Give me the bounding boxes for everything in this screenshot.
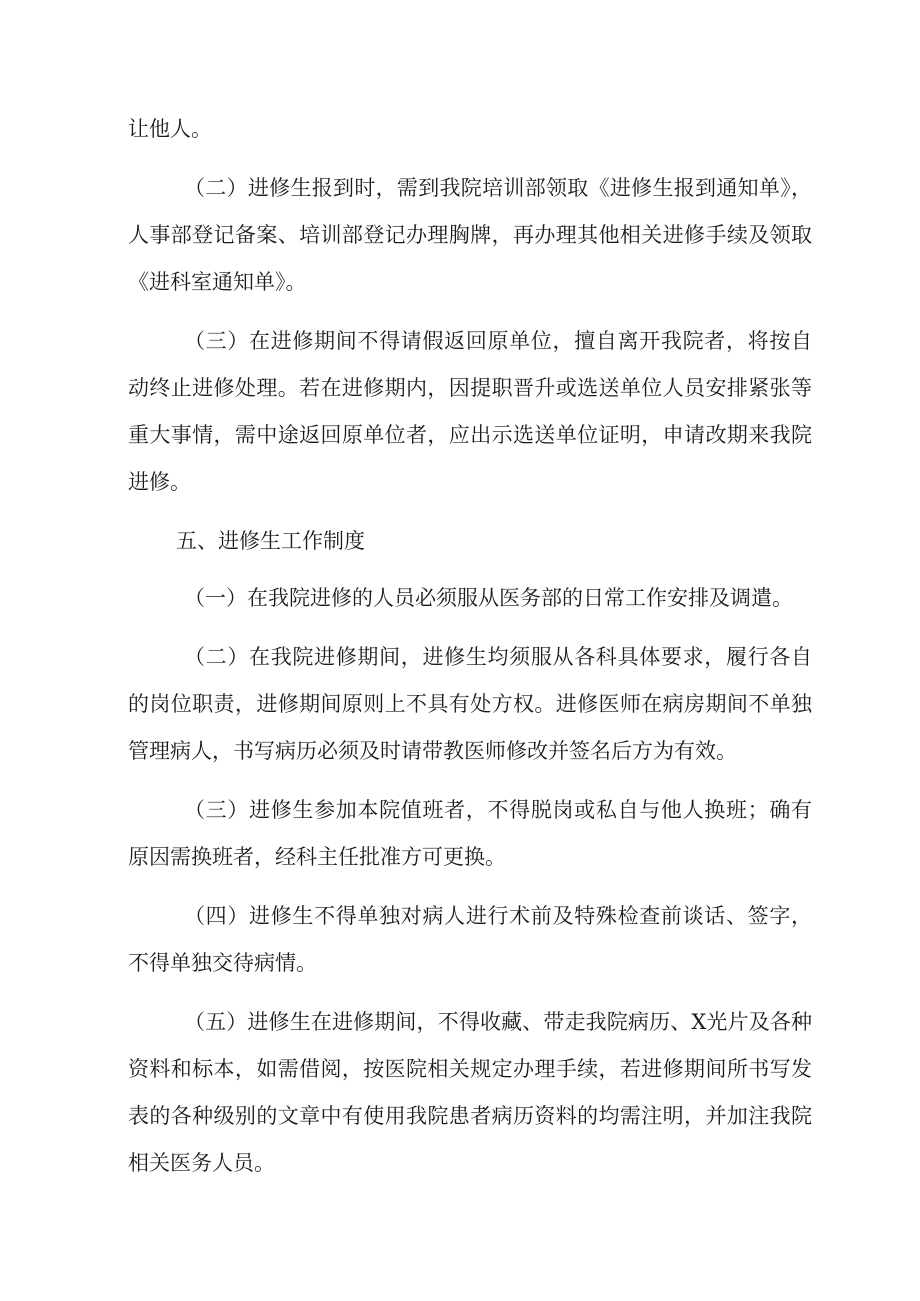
paragraph-continuation: 让他人。 — [128, 117, 212, 141]
paragraph-item-2-report: （二）进修生报到时，需到我院培训部领取《进修生报到通知单》，人事部登记备案、培训部登记办理胸牌，再办理其他相关进修手续及领取《进科室通知单》。 — [128, 176, 812, 294]
paragraph-rule-5: （五）进修生在进修期间，不得收藏、带走我院病历、X光片及各种资料和标本，如需借阅，按医院相关规定办理手续，若进修期间所书写发表的各种级别的文章中有使用我院患者病历资料的均需注明，并加注我院相关医务人员。 — [128, 1010, 812, 1175]
paragraph-rule-1: （一）在我院进修的人员必须服从医务部的日常工作安排及调遣。 — [184, 586, 793, 610]
paragraph-rule-4: （四）进修生不得单独对病人进行术前及特殊检查前谈话、签字，不得单独交待病情。 — [128, 904, 812, 975]
section-heading-5: 五、进修生工作制度 — [176, 529, 365, 553]
document-body — [128, 106, 812, 1199]
paragraph-rule-3: （三）进修生参加本院值班者，不得脱岗或私自与他人换班；确有原因需换班者，经科主任批准方可更换。 — [128, 798, 812, 869]
paragraph-item-3-leave: （三）在进修期间不得请假返回原单位，擅自离开我院者，将按自动终止进修处理。若在进修期内，因提职晋升或选送单位人员安排紧张等重大事情，需中途返回原单位者，应出示选送单位证明，申请改期来我院进修。 — [128, 329, 812, 494]
paragraph-rule-2: （二）在我院进修期间，进修生均须服从各科具体要求，履行各自的岗位职责，进修期间原则上不具有处方权。进修医师在病房期间不单独管理病人，书写病历必须及时请带教医师修改并签名后方为有效。 — [128, 645, 812, 763]
